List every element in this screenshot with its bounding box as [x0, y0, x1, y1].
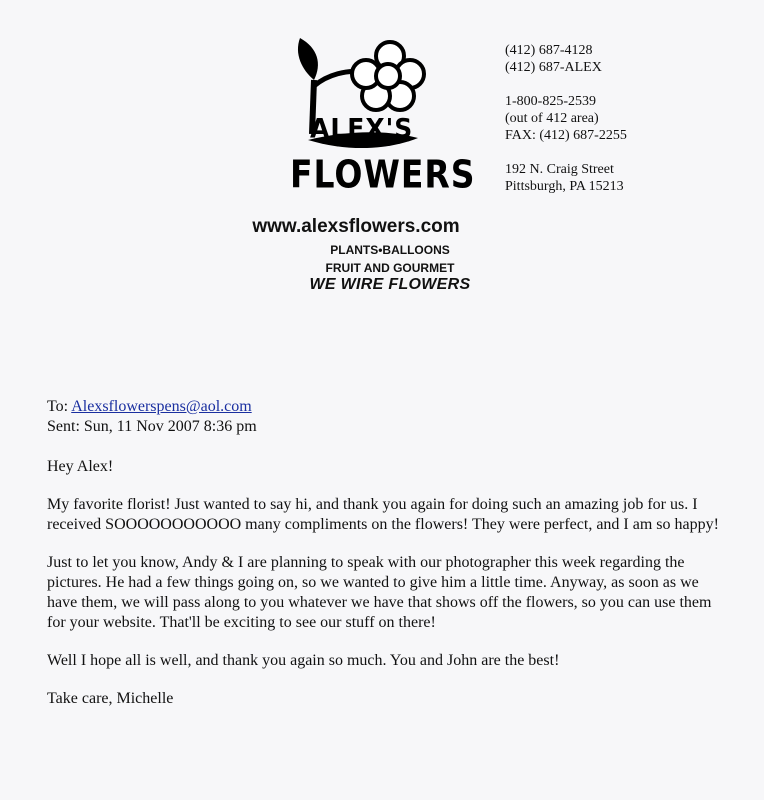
street-address: 192 N. Craig Street: [505, 162, 614, 177]
logo-text-flowers: FLOWERS: [290, 152, 476, 197]
email-address-link[interactable]: Alexsflowerspens@aol.com: [71, 398, 252, 415]
paragraph-3: Well I hope all is well, and thank you again so much. You and John are the best!: [47, 652, 560, 669]
email-sent-line: Sent: Sun, 11 Nov 2007 8:36 pm: [47, 418, 257, 435]
tagline-wire-flowers: WE WIRE FLOWERS: [309, 276, 471, 293]
toll-free-number: 1-800-825-2539: [505, 94, 596, 109]
paragraph-1: My favorite florist! Just wanted to say hi, and thank you again for doing such an amazing job for us. I received SOOOOOOOOOOO many compliments on the flowers! They were perfect, and I am so happy!: [47, 496, 719, 533]
toll-free-note: (out of 412 area): [505, 111, 599, 126]
email-body: [47, 397, 727, 709]
tagline-plants-balloons: PLANTS•BALLOONS: [330, 243, 450, 257]
contact-block: [505, 42, 627, 195]
phone-vanity: (412) 687-ALEX: [505, 60, 602, 75]
fax-number: FAX: (412) 687-2255: [505, 128, 627, 143]
greeting: Hey Alex!: [47, 458, 114, 475]
paragraph-2: Just to let you know, Andy & I are planning to speak with our photographer this week regarding the pictures. He had a few things going on, so we wanted to give him a little time. Anyway, as soon as we have them, we will pass along to you whatever we have that shows off the flowers, so you can use them for your website. That'll be exciting to see our stuff on there!: [47, 554, 712, 631]
logo-text-alexs: ALEX'S: [310, 113, 414, 144]
website-url: www.alexsflowers.com: [252, 216, 460, 237]
closing-signature: Take care, Michelle: [47, 690, 174, 707]
tagline-fruit-gourmet: FRUIT AND GOURMET: [325, 261, 455, 275]
phone-number: (412) 687-4128: [505, 43, 593, 58]
city-address: Pittsburgh, PA 15213: [505, 179, 624, 194]
to-label: To:: [47, 398, 72, 415]
email-to-line: [47, 397, 727, 417]
alexs-flowers-logo: [288, 34, 476, 204]
